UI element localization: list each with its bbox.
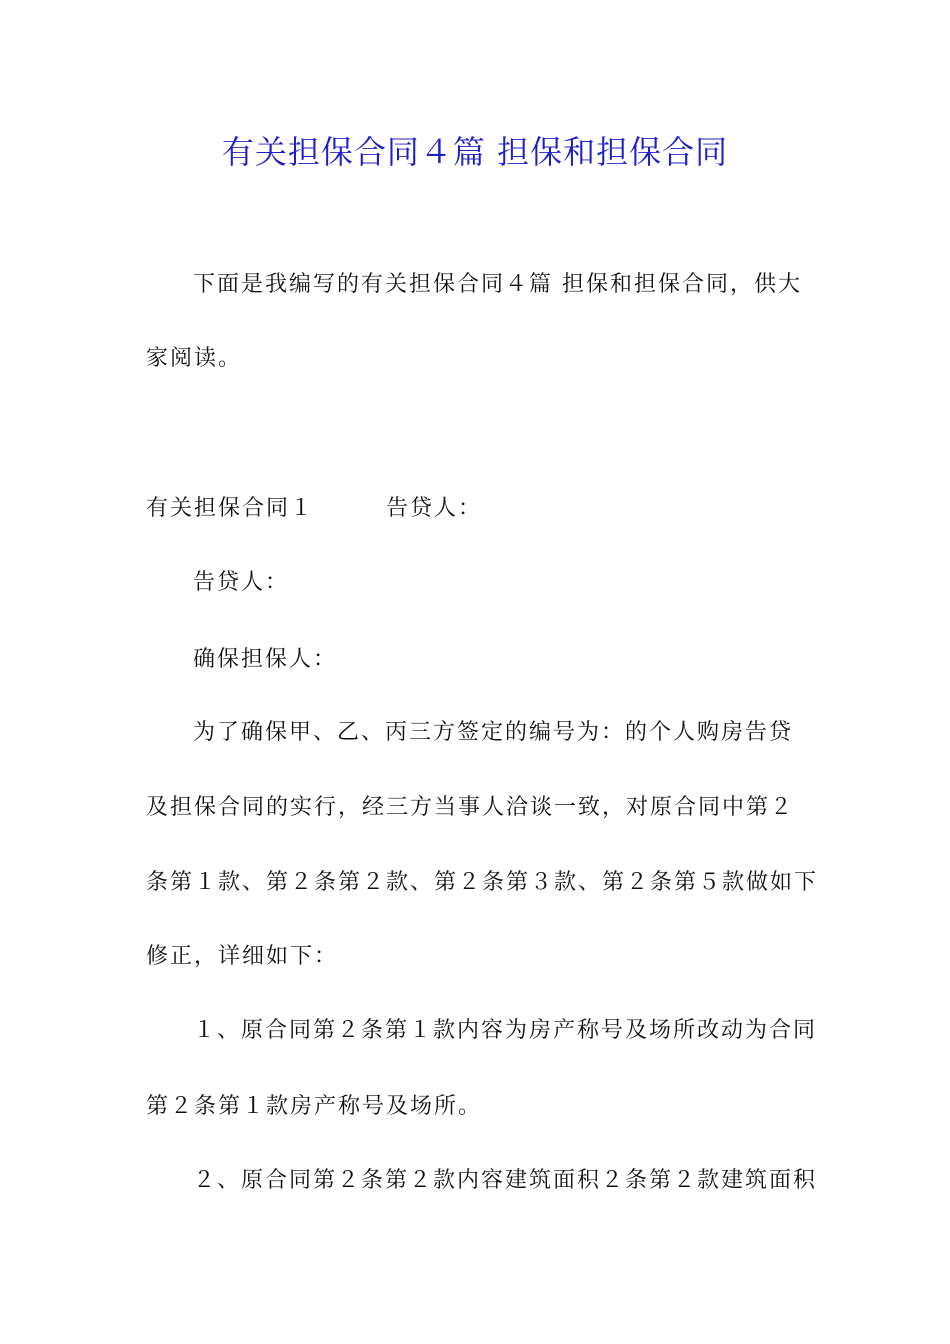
body-line: 及担保合同的实行，经三方当事人洽谈一致，对原合同中第２ bbox=[146, 795, 795, 820]
body-line: ２、原合同第２条第２款内容建筑面积２条第２款建筑面积 bbox=[193, 1168, 818, 1193]
document-title: 有关担保合同４篇 担保和担保合同 bbox=[221, 133, 729, 171]
body-line: １、原合同第２条第１款内容为房产称号及场所改动为合同 bbox=[193, 1018, 818, 1043]
body-line: 确保担保人： bbox=[193, 647, 338, 672]
body-line: 告贷人： bbox=[193, 570, 290, 595]
body-line: 第２条第１款房产称号及场所。 bbox=[146, 1094, 483, 1119]
body-line: 为了确保甲、乙、丙三方签定的编号为：的个人购房告贷 bbox=[193, 720, 794, 745]
body-line: 修正，详细如下： bbox=[146, 944, 339, 969]
section-heading: 有关担保合同１ 告贷人： bbox=[146, 496, 483, 521]
body-line: 条第１款、第２条第２款、第２条第３款、第２条第５款做如下 bbox=[146, 870, 819, 895]
intro-line-1: 下面是我编写的有关担保合同４篇 担保和担保合同，供大 bbox=[193, 272, 802, 297]
intro-line-2: 家阅读。 bbox=[146, 346, 243, 371]
